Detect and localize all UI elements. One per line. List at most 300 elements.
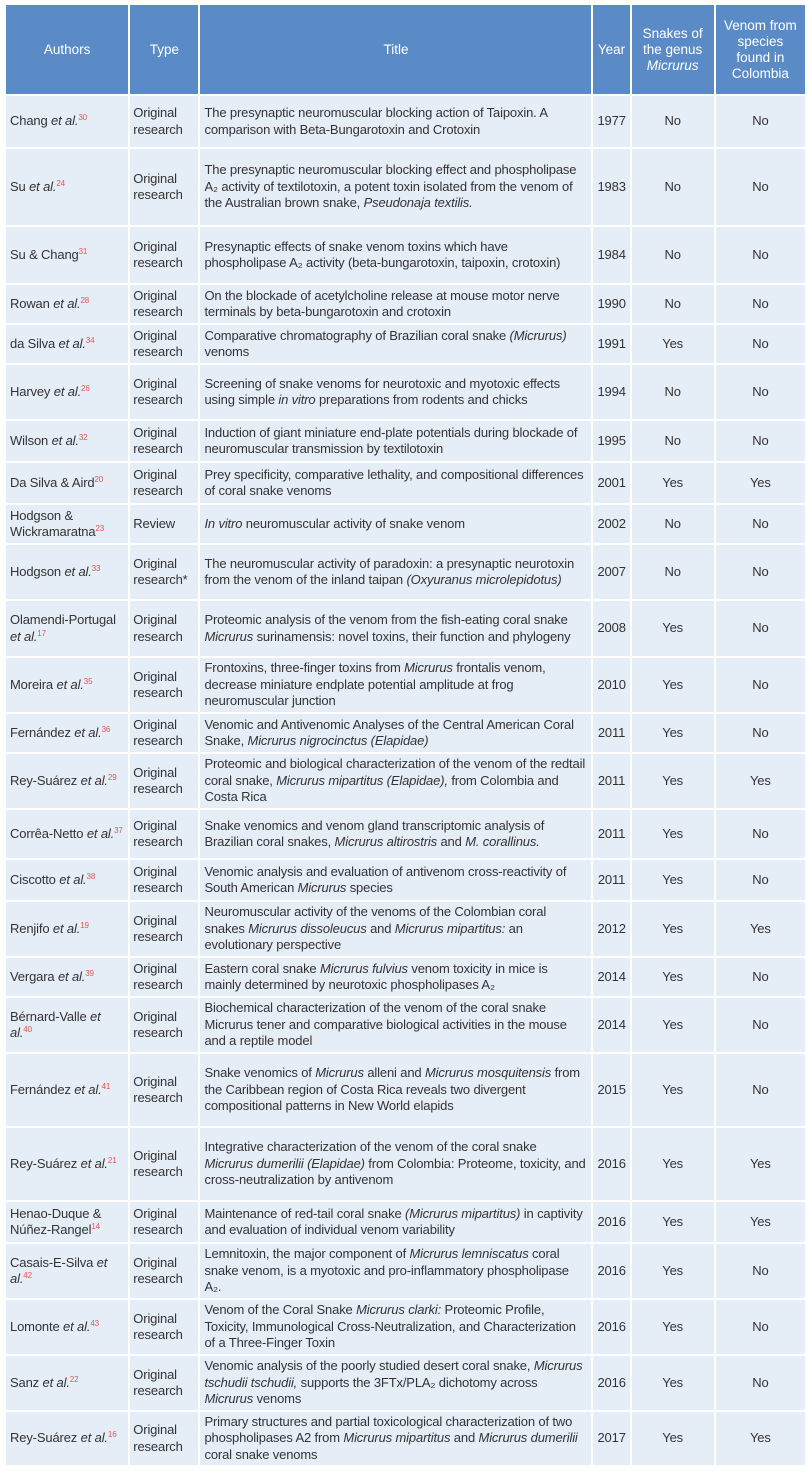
type-cell: Original research <box>130 1412 198 1465</box>
literature-table <box>4 3 807 1467</box>
author-name: Moreira <box>10 676 57 692</box>
author-name: Su <box>10 178 30 194</box>
author-name: Da Silva & Aird <box>10 474 95 490</box>
authors-cell <box>6 1202 128 1242</box>
title-italic-segment: Micrurus mipartitus: <box>394 920 506 936</box>
colombia-cell: No <box>716 1054 805 1126</box>
table-row <box>6 149 805 225</box>
year-cell: 1994 <box>593 365 629 419</box>
title-segment: Primary structures and partial toxicological characterization of two phospholipases A2 from <box>204 1413 573 1446</box>
title-segment: coral snake venom, is a myotoxic and pro-inflammatory phospholipase A₂. <box>204 1246 569 1295</box>
type-cell: Original research <box>130 1054 198 1126</box>
author-name: Rey-Suárez <box>10 1155 81 1171</box>
et-al: et al. <box>10 1008 101 1040</box>
type-cell: Original research <box>130 714 198 752</box>
reference-number: 33 <box>91 563 101 573</box>
author-name: Rowan <box>10 295 54 311</box>
title-segment: from the Caribbean region of Costa Rica reveals two divergent compositional patterns in New World elapids <box>204 1065 580 1114</box>
colombia-cell: No <box>716 714 805 752</box>
year-cell: 1991 <box>593 325 629 363</box>
type-cell: Original research <box>130 1300 198 1354</box>
reference-number: 42 <box>23 1271 32 1280</box>
author-name: Ciscotto <box>10 871 60 887</box>
type-cell: Original research <box>130 601 198 656</box>
micrurus-cell: Yes <box>632 902 714 956</box>
reference-number: 24 <box>56 178 65 188</box>
colombia-cell: No <box>716 1300 805 1354</box>
type-cell: Original research <box>130 754 198 808</box>
year-cell: 2017 <box>593 1412 629 1465</box>
colombia-cell: No <box>716 421 805 461</box>
type-cell: Original research <box>130 958 198 996</box>
table-row <box>6 1356 805 1410</box>
title-segment: Venom of the Coral Snake <box>204 1302 357 1318</box>
title-segment: Snake venomics of <box>204 1065 316 1081</box>
title-cell <box>200 545 591 599</box>
author-name: Hodgson <box>10 563 65 579</box>
author-name: Fernández <box>10 724 75 740</box>
micrurus-cell: Yes <box>632 1244 714 1298</box>
reference-number: 20 <box>94 474 104 484</box>
reference-number: 43 <box>90 1318 99 1328</box>
table-row <box>6 365 805 419</box>
title-segment: Proteomic Profile, Toxicity, Immunological Cross-Neutralization, and Characterization of a Three-Finger Toxin <box>204 1302 576 1351</box>
title-italic-segment: Micrurus <box>297 880 347 895</box>
header-type: Type <box>130 5 198 94</box>
authors-cell <box>6 325 128 363</box>
micrurus-cell: No <box>632 365 714 419</box>
et-al: et al. <box>80 1155 108 1171</box>
colombia-cell: Yes <box>716 463 805 503</box>
table-row <box>6 1244 805 1298</box>
authors-cell <box>6 1244 128 1298</box>
et-al: et al. <box>63 1318 91 1334</box>
title-cell <box>200 601 591 656</box>
title-cell <box>200 463 591 503</box>
table-row <box>6 421 805 461</box>
type-cell: Original research <box>130 365 198 419</box>
title-segment: Frontoxins, three-finger toxins from <box>204 660 405 676</box>
et-al: et al. <box>51 432 79 448</box>
type-cell: Original research <box>130 285 198 323</box>
title-italic-segment: Micrurus altirostris <box>334 834 438 849</box>
title-cell <box>200 1244 591 1298</box>
title-italic-segment: Micrurus mipartitus (Elapidae), <box>276 772 448 788</box>
table-row <box>6 325 805 363</box>
author-name: Sanz <box>10 1374 43 1390</box>
title-segment: venom toxicity in mice is mainly determined by neurotoxic phospholipases A₂ <box>204 960 548 992</box>
reference-number: 31 <box>78 246 88 256</box>
reference-number: 30 <box>78 113 87 123</box>
type-cell: Original research <box>130 1244 198 1298</box>
authors-cell <box>6 1412 128 1465</box>
title-italic-segment: Micrurus <box>204 1391 254 1407</box>
title-segment: coral snake venoms <box>204 1446 318 1462</box>
colombia-cell: No <box>716 998 805 1052</box>
author-name: Harvey <box>10 383 54 399</box>
title-segment: The neuromuscular activity of paradoxin: a presynaptic neurotoxin from the venom of the inland taipan <box>204 555 575 587</box>
title-segment: Proteomic analysis of the venom from the fish-eating coral snake <box>204 612 568 628</box>
et-al: et al. <box>29 178 57 194</box>
title-segment: supports the 3FTx/PLA₂ dichotomy across <box>297 1374 538 1390</box>
table-row <box>6 545 805 599</box>
title-cell <box>200 1202 591 1242</box>
title-segment: Biochemical characterization of the venom of the coral snake Micrurus tener and comparative biological activities in the mouse and a reptile model <box>204 1000 567 1049</box>
type-cell: Original research <box>130 421 198 461</box>
colombia-cell: No <box>716 149 805 225</box>
authors-cell <box>6 810 128 858</box>
header-snakes-text: Snakes of the genus <box>642 25 703 57</box>
title-cell <box>200 810 591 858</box>
title-segment: Proteomic and biological characterization of the venom of the redtail coral snake, <box>204 756 586 788</box>
title-cell <box>200 998 591 1052</box>
title-cell <box>200 325 591 363</box>
authors-cell <box>6 505 128 543</box>
type-cell: Original research <box>130 325 198 363</box>
reference-number: 16 <box>107 1430 117 1440</box>
micrurus-cell: No <box>632 505 714 543</box>
year-cell: 2012 <box>593 902 629 956</box>
year-cell: 1990 <box>593 285 629 323</box>
reference-number: 22 <box>69 1374 79 1384</box>
et-al: et al. <box>53 383 82 399</box>
title-cell <box>200 365 591 419</box>
title-segment: frontalis venom, decrease miniature endplate potential amplitude at frog neuromuscular junction <box>204 660 546 709</box>
micrurus-cell: No <box>632 285 714 323</box>
et-al: et al. <box>59 871 87 887</box>
year-cell: 2010 <box>593 658 629 712</box>
et-al: et al. <box>80 772 108 788</box>
reference-number: 17 <box>37 628 46 638</box>
title-segment: The presynaptic neuromuscular blocking action of Taipoxin. A comparison with Beta-Bungarotoxin and Crotoxin <box>204 105 548 137</box>
author-name: Chang <box>10 113 52 129</box>
year-cell: 2014 <box>593 998 629 1052</box>
title-segment: Integrative characterization of the venom of the coral snake <box>204 1139 537 1155</box>
title-segment: Neuromuscular activity of the venoms of the Colombian coral snakes <box>204 904 547 936</box>
micrurus-cell: Yes <box>632 810 714 858</box>
table-row <box>6 998 805 1052</box>
title-italic-segment: Micrurus clarki: <box>356 1302 442 1318</box>
reference-number: 38 <box>86 871 96 881</box>
author-name: Olamendi-Portugal <box>10 612 116 628</box>
authors-cell <box>6 149 128 225</box>
authors-cell <box>6 1054 128 1126</box>
author-name: Lomonte <box>10 1318 64 1334</box>
title-segment: Induction of giant miniature end-plate potentials during blockade of neuromuscular transmission by textilotoxin <box>204 424 578 456</box>
authors-cell <box>6 754 128 808</box>
micrurus-cell: Yes <box>632 714 714 752</box>
type-cell: Original research <box>130 998 198 1052</box>
title-segment: and <box>450 1430 479 1446</box>
authors-cell <box>6 365 128 419</box>
title-segment: neuromuscular activity of snake venom <box>242 515 465 531</box>
title-segment: Lemnitoxin, the major component of <box>204 1246 410 1262</box>
colombia-cell: No <box>716 658 805 712</box>
et-al: et al. <box>74 1081 102 1097</box>
type-cell: Original research <box>130 810 198 858</box>
table-body <box>6 96 805 1465</box>
micrurus-cell: Yes <box>632 958 714 996</box>
colombia-cell: Yes <box>716 1202 805 1242</box>
et-al: et al. <box>57 968 86 984</box>
et-al: et al. <box>53 295 81 311</box>
colombia-cell: Yes <box>716 1128 805 1200</box>
title-segment: from Colombia and Costa Rica <box>204 772 559 805</box>
title-segment: The presynaptic neuromuscular blocking effect and phospholipase A₂ activity of textilotoxin, a potent toxin isolated from the venom of the Australian brown snake, <box>204 162 577 211</box>
et-al: et al. <box>10 628 38 644</box>
micrurus-cell: Yes <box>632 601 714 656</box>
title-segment: and <box>366 920 395 936</box>
table-row <box>6 505 805 543</box>
table-row <box>6 1128 805 1200</box>
year-cell: 2016 <box>593 1128 629 1200</box>
title-italic-segment: Micrurus fulvius <box>319 960 408 976</box>
table-row <box>6 96 805 147</box>
table-row <box>6 810 805 858</box>
type-cell: Original research <box>130 902 198 956</box>
colombia-cell: No <box>716 1356 805 1410</box>
table-row <box>6 227 805 283</box>
title-cell <box>200 1054 591 1126</box>
title-italic-segment: M. corallinus. <box>465 834 540 849</box>
reference-number: 14 <box>91 1222 100 1231</box>
reference-number: 39 <box>85 968 94 978</box>
title-cell <box>200 1300 591 1354</box>
table-row <box>6 1412 805 1465</box>
header-authors: Authors <box>6 5 128 94</box>
et-al: et al. <box>64 563 92 579</box>
authors-cell <box>6 714 128 752</box>
type-cell: Original research <box>130 1356 198 1410</box>
authors-cell <box>6 463 128 503</box>
authors-cell <box>6 421 128 461</box>
title-italic-segment: Micrurus dumerilii (Elapidae) <box>204 1155 365 1171</box>
title-italic-segment: (Micrurus) <box>509 327 567 343</box>
title-italic-segment: (Oxyuranus microlepidotus) <box>406 572 562 587</box>
author-name: Fernández <box>10 1081 75 1097</box>
author-name: Rey-Suárez <box>10 1430 81 1446</box>
authors-cell <box>6 1300 128 1354</box>
title-segment: Venomic and Antivenomic Analyses of the Central American Coral Snake, <box>204 716 574 748</box>
et-al: et al. <box>10 1254 108 1286</box>
reference-number: 36 <box>101 724 111 734</box>
title-segment: alleni and <box>363 1065 425 1081</box>
authors-cell <box>6 998 128 1052</box>
year-cell: 2016 <box>593 1202 629 1242</box>
author-name: Henao-Duque & Núñez-Rangel <box>10 1205 102 1237</box>
author-name: Wilson <box>10 432 52 448</box>
et-al: et al. <box>58 335 86 351</box>
reference-number: 26 <box>81 383 90 393</box>
title-cell <box>200 1412 591 1465</box>
colombia-cell: No <box>716 325 805 363</box>
micrurus-cell: Yes <box>632 658 714 712</box>
year-cell: 2011 <box>593 810 629 858</box>
title-segment: Snake venomics and venom gland transcriptomic analysis of Brazilian coral snakes, <box>204 817 545 849</box>
title-segment: preparations from rodents and chicks <box>315 392 528 407</box>
colombia-cell: No <box>716 365 805 419</box>
type-cell: Original research <box>130 149 198 225</box>
table-row <box>6 860 805 900</box>
table-row <box>6 601 805 656</box>
micrurus-cell: No <box>632 96 714 147</box>
micrurus-cell: Yes <box>632 1412 714 1465</box>
title-cell <box>200 1128 591 1200</box>
colombia-cell: Yes <box>716 1412 805 1465</box>
type-cell: Original research <box>130 1128 198 1200</box>
micrurus-cell: Yes <box>632 325 714 363</box>
micrurus-cell: No <box>632 421 714 461</box>
year-cell: 2002 <box>593 505 629 543</box>
year-cell: 1984 <box>593 227 629 283</box>
authors-cell <box>6 545 128 599</box>
authors-cell <box>6 285 128 323</box>
title-cell <box>200 958 591 996</box>
year-cell: 2008 <box>593 601 629 656</box>
year-cell: 2016 <box>593 1244 629 1298</box>
title-segment: an evolutionary perspective <box>204 920 523 953</box>
year-cell: 2007 <box>593 545 629 599</box>
year-cell: 1995 <box>593 421 629 461</box>
et-al: et al. <box>74 724 102 740</box>
table-row <box>6 1202 805 1242</box>
micrurus-cell: No <box>632 227 714 283</box>
table-row <box>6 285 805 323</box>
title-segment: venoms <box>253 1391 302 1407</box>
reference-number: 19 <box>80 920 89 930</box>
colombia-cell: Yes <box>716 902 805 956</box>
authors-cell <box>6 96 128 147</box>
title-segment: in captivity and evaluation of individual venom variability <box>204 1205 583 1237</box>
title-segment: Venomic analysis of the poorly studied desert coral snake, <box>204 1358 534 1374</box>
header-year: Year <box>593 5 629 94</box>
micrurus-cell: Yes <box>632 860 714 900</box>
title-cell <box>200 1356 591 1410</box>
et-al: et al. <box>86 825 115 841</box>
year-cell: 2016 <box>593 1356 629 1410</box>
type-cell: Original research <box>130 227 198 283</box>
authors-cell <box>6 1128 128 1200</box>
title-cell <box>200 860 591 900</box>
title-cell <box>200 658 591 712</box>
title-segment: surinamensis: novel toxins, their function and phylogeny <box>253 628 571 644</box>
title-italic-segment: Micrurus tschudii tschudii, <box>204 1358 583 1390</box>
title-italic-segment: Micrurus <box>204 628 254 644</box>
et-al: et al. <box>51 113 79 129</box>
colombia-cell: No <box>716 227 805 283</box>
type-cell: Review <box>130 505 198 543</box>
et-al: et al. <box>80 1430 108 1446</box>
author-name: Casais-E-Silva <box>10 1254 97 1270</box>
colombia-cell: No <box>716 860 805 900</box>
colombia-cell: No <box>716 810 805 858</box>
year-cell: 2011 <box>593 754 629 808</box>
authors-cell <box>6 958 128 996</box>
title-cell <box>200 902 591 956</box>
title-italic-segment: Micrurus <box>315 1065 364 1081</box>
title-italic-segment: In vitro <box>204 515 243 531</box>
reference-number: 34 <box>85 335 95 345</box>
type-cell: Original research <box>130 96 198 147</box>
et-al: et al. <box>56 676 84 692</box>
title-cell <box>200 227 591 283</box>
header-title: Title <box>200 5 591 94</box>
title-cell <box>200 754 591 808</box>
reference-number: 35 <box>83 676 93 686</box>
micrurus-cell: Yes <box>632 1128 714 1200</box>
year-cell: 2014 <box>593 958 629 996</box>
table-row <box>6 1054 805 1126</box>
title-segment: Comparative chromatography of Brazilian coral snake <box>204 327 510 343</box>
title-cell <box>200 714 591 752</box>
authors-cell <box>6 658 128 712</box>
title-segment: species <box>346 880 393 895</box>
et-al: et al. <box>52 920 81 936</box>
title-italic-segment: Micrurus nigrocinctus (Elapidae) <box>247 733 429 748</box>
title-segment: Eastern coral snake <box>204 960 320 976</box>
micrurus-cell: Yes <box>632 998 714 1052</box>
header-snakes-genus <box>632 5 714 94</box>
type-cell: Original research* <box>130 545 198 599</box>
colombia-cell: No <box>716 285 805 323</box>
title-segment: Screening of snake venoms for neurotoxic and myotoxic effects using simple <box>204 375 560 407</box>
header-snakes-genus-name: Micrurus <box>646 57 699 73</box>
table-row <box>6 1300 805 1354</box>
title-segment: Venomic analysis and evaluation of antivenom cross-reactivity of South American <box>204 863 567 895</box>
reference-number: 40 <box>23 1025 32 1034</box>
title-italic-segment: Pseudonaja textilis. <box>363 195 473 211</box>
authors-cell <box>6 601 128 656</box>
colombia-cell: No <box>716 958 805 996</box>
micrurus-cell: Yes <box>632 1300 714 1354</box>
year-cell: 2001 <box>593 463 629 503</box>
type-cell: Original research <box>130 1202 198 1242</box>
reference-number: 28 <box>80 295 90 305</box>
reference-number: 32 <box>78 432 88 442</box>
micrurus-cell: Yes <box>632 1054 714 1126</box>
title-italic-segment: Micrurus dumerilii <box>478 1430 578 1446</box>
author-name: Su & Chang <box>10 246 79 262</box>
table-row <box>6 754 805 808</box>
micrurus-cell: No <box>632 149 714 225</box>
table-row <box>6 714 805 752</box>
micrurus-cell: Yes <box>632 754 714 808</box>
title-italic-segment: (Micrurus mipartitus) <box>405 1205 521 1221</box>
reference-number: 37 <box>114 825 123 835</box>
title-italic-segment: Micrurus <box>404 660 453 676</box>
year-cell: 2015 <box>593 1054 629 1126</box>
table-row <box>6 902 805 956</box>
author-name: Rey-Suárez <box>10 772 81 788</box>
colombia-cell: No <box>716 505 805 543</box>
title-italic-segment: in vitro <box>278 392 316 407</box>
type-cell: Original research <box>130 463 198 503</box>
title-segment: On the blockade of acetylcholine release at mouse motor nerve terminals by beta-bungarotoxin and crotoxin <box>204 287 560 319</box>
colombia-cell: No <box>716 545 805 599</box>
table-row <box>6 463 805 503</box>
title-cell <box>200 505 591 543</box>
title-italic-segment: Micrurus mosquitensis <box>424 1065 552 1081</box>
title-segment: Presynaptic effects of snake venom toxins which have phospholipase A₂ activity (beta-bungarotoxin, taipoxin, crotoxin) <box>204 238 561 270</box>
authors-cell <box>6 227 128 283</box>
author-name: Vergara <box>10 968 58 984</box>
header-venom-colombia: Venom from species found in Colombia <box>716 5 805 94</box>
title-italic-segment: Micrurus dissoleucus <box>248 920 367 936</box>
authors-cell <box>6 860 128 900</box>
micrurus-cell: Yes <box>632 1356 714 1410</box>
title-segment: Prey specificity, comparative lethality, and compositional differences of coral snake venoms <box>204 466 584 498</box>
colombia-cell: Yes <box>716 754 805 808</box>
